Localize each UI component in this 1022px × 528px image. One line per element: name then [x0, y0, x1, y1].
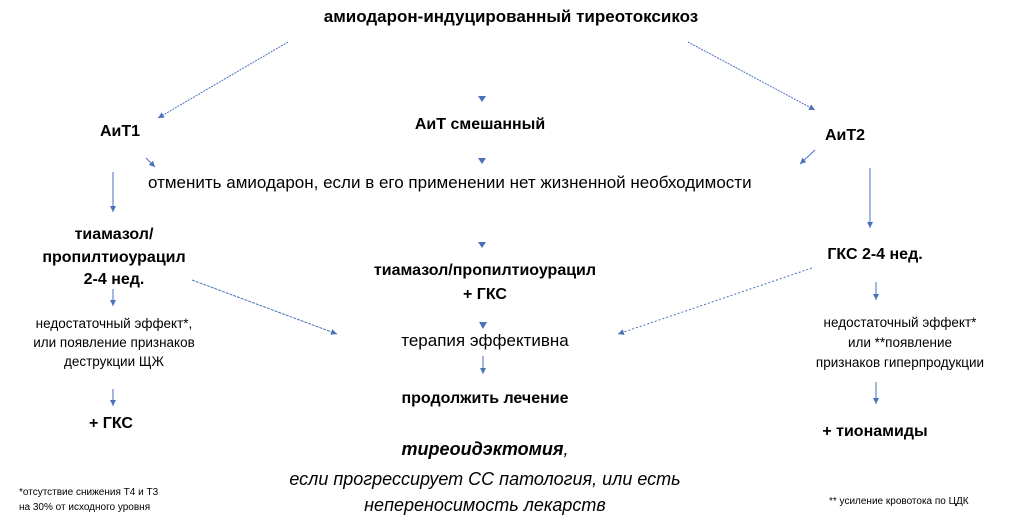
arrow-right-drug-to-effective [618, 268, 812, 334]
thyroidectomy-line2: если прогрессирует СС патология, или есть [289, 469, 681, 489]
center-drug-line2: + ГКС [463, 286, 507, 303]
diagram-title: амиодарон-индуцированный тиреотоксикоз [323, 7, 699, 26]
center-drug-line1: тиамазол/пропилтиоурацил [373, 262, 597, 279]
right-add-thionamides: + тионамиды [822, 423, 928, 440]
footnote-left-line1: *отсутствие снижения Т4 и Т3 [19, 487, 159, 498]
branch-ait2: АиТ2 [825, 127, 866, 144]
left-effect-line3: деструкции ЩЖ [63, 354, 165, 369]
right-effect-line2: или **появление [847, 335, 953, 350]
arrow-mixed-to-drug [478, 242, 486, 248]
left-drug-line1: тиамазол/ [74, 226, 154, 243]
footnote-left-line2: на 30% от исходного уровня [19, 502, 151, 513]
branch-mixed: АиТ смешанный [414, 116, 546, 133]
right-effect-line1: недостаточный эффект* [823, 315, 977, 330]
arrow-mixed-to-stop [478, 158, 486, 164]
footnote-right: ** усиление кровотока по ЦДК [829, 496, 969, 507]
left-effect-line1: недостаточный эффект*, [35, 316, 193, 331]
thyroidectomy-line3: непереносимость лекарств [364, 495, 606, 515]
left-drug-line2: пропилтиоурацил [42, 249, 186, 266]
continue-treatment: продолжить лечение [401, 390, 569, 407]
arrow-ait1-to-stop [146, 158, 155, 167]
left-add-gks: + ГКС [89, 415, 133, 432]
thyroidectomy-comma: , [563, 439, 569, 459]
arrow-title-to-ait1 [158, 42, 288, 118]
right-drug: ГКС 2-4 нед. [827, 246, 923, 263]
arrow-center-drug-to-effective [479, 322, 487, 329]
arrow-title-to-mixed [478, 96, 486, 102]
left-effect-line2: или появление признаков [33, 335, 195, 350]
thyroidectomy-line1 [330, 436, 640, 462]
left-drug-line3: 2-4 нед. [83, 271, 145, 288]
arrow-ait2-to-stop [800, 150, 815, 164]
therapy-effective: терапия эффективна [401, 331, 569, 350]
thyroidectomy-word: тиреоидэктомия [401, 439, 564, 459]
branch-ait1: АиТ1 [100, 123, 141, 140]
right-effect-line3: признаков гиперпродукции [815, 355, 985, 370]
arrow-title-to-ait2 [688, 42, 815, 110]
stop-amiodarone-text: отменить амиодарон, если в его применении нет жизненной необходимости [148, 173, 752, 192]
